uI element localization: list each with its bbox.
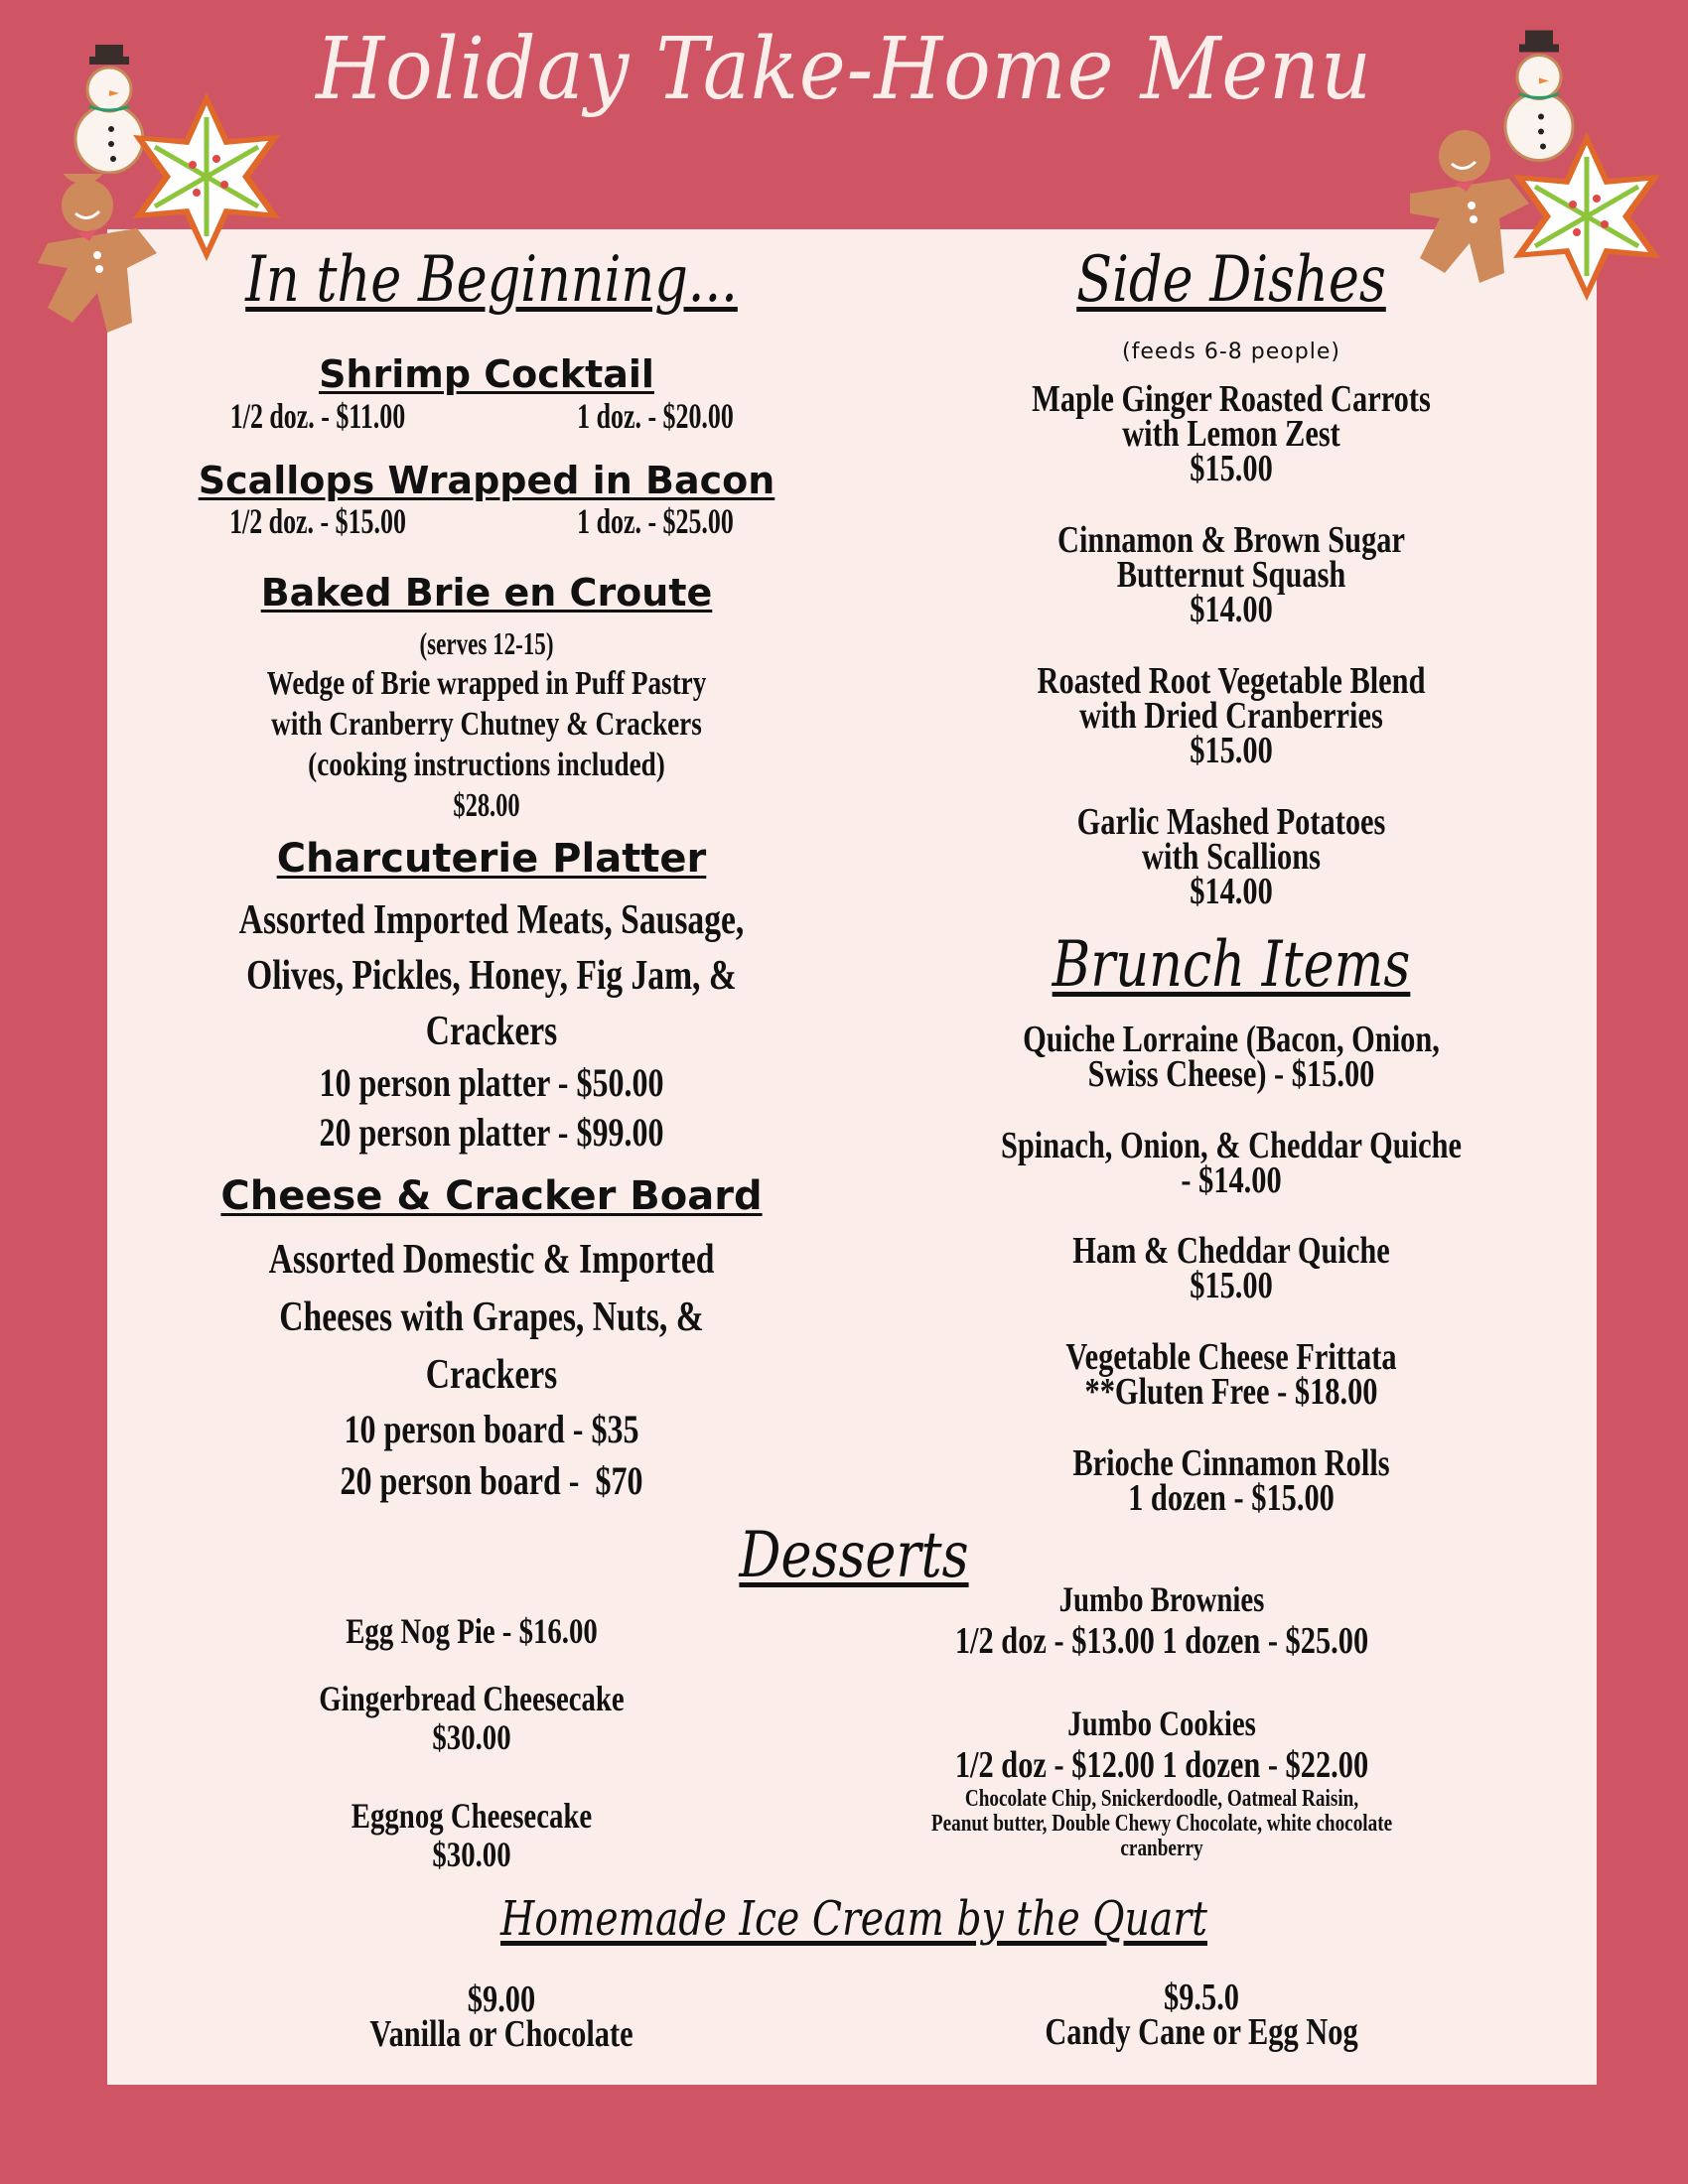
item-desc-cheese-3: Crackers xyxy=(425,1352,558,1398)
dessert-eggnog-cheesecake-price: $30.00 xyxy=(432,1835,511,1874)
brunch-item-ham-1: Ham & Cheddar Quiche xyxy=(1072,1230,1390,1272)
dessert-gingerbread-cheesecake-price: $30.00 xyxy=(432,1717,511,1757)
section-heading-brunch: Brunch Items xyxy=(1052,928,1411,1002)
item-price-charcuterie-20: 20 person platter - $99.00 xyxy=(319,1110,664,1155)
ice-cream-price-1: $9.00 xyxy=(467,1979,536,2020)
sides-note: (feeds 6-8 people) xyxy=(1122,340,1340,364)
item-price-shrimp-half: 1/2 doz. - $11.00 xyxy=(229,396,406,436)
dessert-cookies-flavors-3: cranberry xyxy=(1120,1836,1203,1861)
side-item-squash-price: $14.00 xyxy=(1190,589,1273,630)
brunch-item-rolls-1: Brioche Cinnamon Rolls xyxy=(1072,1442,1390,1484)
item-name-brie: Baked Brie en Croute xyxy=(260,571,713,614)
item-desc-charcuterie-1: Assorted Imported Meats, Sausage, xyxy=(238,897,745,943)
item-name-charcuterie: Charcuterie Platter xyxy=(276,836,707,882)
section-heading-ice-cream: Homemade Ice Cream by the Quart xyxy=(500,1891,1207,1947)
dessert-eggnog-cheesecake: Eggnog Cheesecake xyxy=(351,1796,593,1836)
dessert-cookies-price: 1/2 doz - $12.00 1 dozen - $22.00 xyxy=(954,1744,1369,1786)
ice-cream-price-2: $9.5.0 xyxy=(1164,1977,1239,2018)
item-price-cheese-20: 20 person board - $70 xyxy=(340,1458,643,1503)
side-item-carrots-2: with Lemon Zest xyxy=(1122,413,1340,455)
side-item-root-veg-1: Roasted Root Vegetable Blend xyxy=(1037,660,1426,702)
item-desc-charcuterie-2: Olives, Pickles, Honey, Fig Jam, & xyxy=(246,953,737,999)
item-price-scallops-dozen: 1 doz. - $25.00 xyxy=(577,501,734,541)
side-item-carrots-price: $15.00 xyxy=(1190,448,1273,489)
side-item-potatoes-2: with Scallions xyxy=(1142,836,1321,878)
section-heading-side-dishes: Side Dishes xyxy=(1076,243,1386,317)
item-price-cheese-10: 10 person board - $35 xyxy=(344,1407,639,1451)
side-item-potatoes-price: $14.00 xyxy=(1190,871,1273,912)
item-desc-brie-2: with Cranberry Chutney & Crackers xyxy=(271,706,702,743)
side-item-root-veg-price: $15.00 xyxy=(1190,730,1273,771)
snowflake-cookie-icon xyxy=(1497,127,1676,306)
item-desc-brie-3: (cooking instructions included) xyxy=(308,747,665,783)
side-item-potatoes-1: Garlic Mashed Potatoes xyxy=(1076,801,1386,843)
item-price-scallops-half: 1/2 doz. - $15.00 xyxy=(229,501,406,541)
item-price-shrimp-dozen: 1 doz. - $20.00 xyxy=(577,396,734,436)
item-desc-brie-1: Wedge of Brie wrapped in Puff Pastry xyxy=(266,665,707,702)
side-item-root-veg-2: with Dried Cranberries xyxy=(1079,695,1383,737)
brunch-item-frittata-1: Vegetable Cheese Frittata xyxy=(1065,1336,1397,1378)
item-name-scallops: Scallops Wrapped in Bacon xyxy=(198,459,775,502)
side-item-carrots-1: Maple Ginger Roasted Carrots xyxy=(1032,378,1431,420)
brunch-item-spinach-1: Spinach, Onion, & Cheddar Quiche xyxy=(1000,1125,1462,1166)
brunch-item-frittata-2: **Gluten Free - $18.00 xyxy=(1084,1371,1378,1413)
dessert-gingerbread-cheesecake: Gingerbread Cheesecake xyxy=(319,1679,625,1718)
brunch-item-spinach-2: - $14.00 xyxy=(1181,1160,1282,1201)
dessert-cookies-name: Jumbo Cookies xyxy=(1067,1704,1256,1743)
gingerbread-man-icon xyxy=(28,174,177,342)
section-heading-desserts: Desserts xyxy=(739,1519,969,1592)
dessert-brownies-price: 1/2 doz - $13.00 1 dozen - $25.00 xyxy=(954,1620,1369,1662)
dessert-cookies-flavors-2: Peanut butter, Double Chewy Chocolate, white chocolate xyxy=(930,1811,1393,1837)
side-item-squash-2: Butternut Squash xyxy=(1116,554,1346,596)
brunch-item-rolls-2: 1 dozen - $15.00 xyxy=(1128,1477,1335,1519)
brunch-item-ham-2: $15.00 xyxy=(1190,1265,1273,1306)
item-desc-cheese-1: Assorted Domestic & Imported xyxy=(268,1237,715,1283)
dessert-brownies-name: Jumbo Brownies xyxy=(1058,1579,1265,1619)
item-price-brie: $28.00 xyxy=(453,787,520,824)
ice-cream-flavors-1: Vanilla or Chocolate xyxy=(369,2013,633,2055)
item-name-cheese-board: Cheese & Cracker Board xyxy=(220,1173,763,1219)
item-desc-charcuterie-3: Crackers xyxy=(425,1009,558,1054)
item-serves-brie: (serves 12-15) xyxy=(419,625,554,661)
brunch-item-lorraine-2: Swiss Cheese) - $15.00 xyxy=(1087,1053,1375,1095)
ice-cream-flavors-2: Candy Cane or Egg Nog xyxy=(1045,2011,1358,2053)
menu-title: Holiday Take-Home Menu xyxy=(316,20,1372,119)
section-heading-beginning: In the Beginning... xyxy=(245,243,738,317)
brunch-item-lorraine-1: Quiche Lorraine (Bacon, Onion, xyxy=(1023,1019,1440,1060)
dessert-cookies-flavors-1: Chocolate Chip, Snickerdoodle, Oatmeal Raisin, xyxy=(964,1786,1359,1812)
item-desc-cheese-2: Cheeses with Grapes, Nuts, & xyxy=(279,1295,704,1340)
side-item-squash-1: Cinnamon & Brown Sugar xyxy=(1057,519,1405,561)
item-price-charcuterie-10: 10 person platter - $50.00 xyxy=(319,1060,664,1105)
dessert-egg-nog-pie: Egg Nog Pie - $16.00 xyxy=(346,1611,598,1651)
item-name-shrimp-cocktail: Shrimp Cocktail xyxy=(319,352,654,396)
